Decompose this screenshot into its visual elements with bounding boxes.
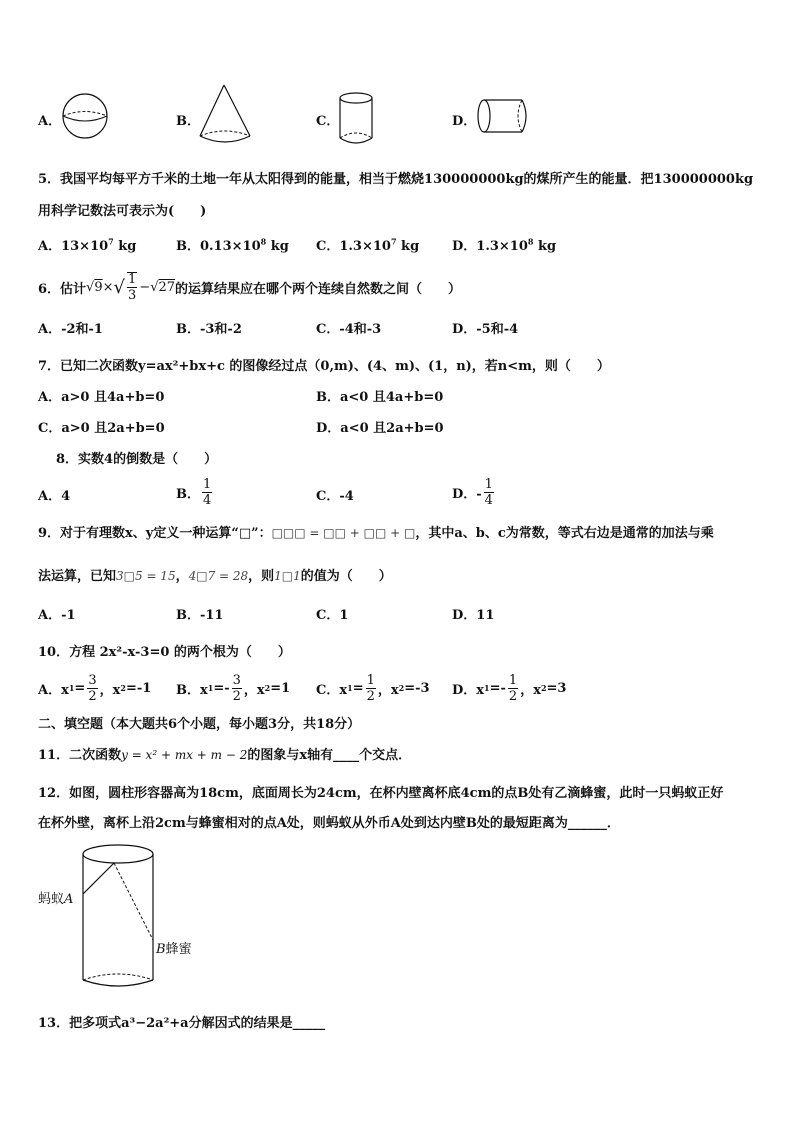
q9-option-a: A．-1: [38, 608, 76, 623]
q10-option-a: A．x 1 = $\frac{3}{2}$ ，x 2 =-1: [38, 672, 152, 704]
q5-option-b: B．$0.13\times 10^8$ kg: [176, 236, 289, 254]
cylinder-horizontal-figure: [474, 98, 534, 136]
cylinder-upright-figure: [336, 90, 378, 148]
q5-stem-line2: 用科学记数法可表示为( ): [38, 204, 207, 219]
q12-stem-line1: 12．如图，圆柱形容器高为18cm，底面周长为24cm，在杯内壁离杯底4cm的点B处有乙滴蜂蜜，此时一只蚂蚁正好: [38, 786, 724, 801]
q7-option-a: A．a>0 且4a+b=0: [38, 390, 165, 405]
section-2-heading: 二、填空题（本大题共6个小题，每小题3分，共18分）: [38, 717, 361, 732]
q7-option-c: C．a>0 且2a+b=0: [38, 421, 165, 436]
q8-stem: 8．实数4的倒数是（ ）: [56, 452, 218, 467]
q9-stem-line1: 9．对于有理数x、y定义一种运算“□”：□□□ = □□ + □□ + □，其中a、b、c为常数，等式右边是通常的加法与乘: [38, 526, 714, 541]
q11-stem: 11．二次函数y = x² + mx + m − 2的图象与x轴有____个交点．: [38, 748, 412, 763]
q5-stem-line1: 5．我国平均每平方千米的土地一年从太阳得到的能量，相当于燃烧130000000kg的煤所产生的能量．把130000000kg: [38, 172, 754, 187]
q8-option-c: C．-4: [316, 489, 354, 504]
q7-option-b: B．a<0 且4a+b=0: [316, 390, 444, 405]
q13-stem: 13．把多项式a³−2a²+a分解因式的结果是_____: [38, 1016, 326, 1031]
q4-option-c-label: C．: [316, 114, 340, 129]
q9-option-b: B．-11: [176, 608, 224, 623]
q10-option-b: B．x 1 =- $\frac{3}{2}$ ，x 2 =1: [176, 672, 291, 704]
q10-stem: 10．方程 2x²-x-3=0 的两个根为（ ）: [38, 645, 291, 660]
q6-option-d: D．-5和-4: [452, 322, 519, 337]
q10-option-d: D．x 1 =- $\frac{1}{2}$ ，x 2 =3: [452, 672, 567, 704]
q4-option-d-label: D．: [452, 114, 477, 129]
q8-option-b: B． $\frac{1}{4}$: [176, 476, 212, 508]
q6-option-b: B．-3和-2: [176, 322, 242, 337]
sphere-figure: [60, 92, 116, 142]
q10-option-c: C．x 1 = $\frac{1}{2}$ ，x 2 =-3: [316, 672, 430, 704]
q9-option-c: C．1: [316, 608, 349, 623]
q9-option-d: D．11: [452, 608, 495, 623]
q5-option-c: C．$1.3\times 10^7$ kg: [316, 236, 420, 254]
q12-stem-line2: 在杯外壁，离杯上沿2cm与蜂蜜相对的点A处，则蚂蚁从外币A处到达内壁B处的最短距离为______．: [38, 816, 620, 831]
q7-stem: 7．已知二次函数y=ax²+bx+c 的图像经过点（0,m)、(4、m)、(1，n)，若n<m，则（ ）: [38, 359, 610, 374]
cone-figure: [196, 82, 256, 148]
q5-option-d: D．$1.3\times 10^8$ kg: [452, 236, 557, 254]
q4-option-b-label: B．: [176, 114, 200, 129]
q6-option-a: A．-2和-1: [38, 322, 103, 337]
q7-option-d: D．a<0 且2a+b=0: [316, 421, 444, 436]
label-ant-a: 蚂蚁A: [38, 892, 74, 907]
q6-stem: 6．估计 √9 × √ $\frac{1}{3}$ − √27 的运算结果应在哪个两个连续自然数之间（ ）: [38, 272, 462, 303]
q6-option-c: C．-4和-3: [316, 322, 382, 337]
q5-option-a: A．$13\times 10^7$ kg: [38, 236, 137, 254]
q8-option-d: D．- $\frac{1}{4}$: [452, 476, 493, 508]
q9-stem-line2: 法运算，已知3□5 = 15，4□7 = 28，则1□1的值为（ ）: [38, 569, 392, 584]
q8-option-a: A．4: [38, 489, 71, 504]
cylinder-ant-figure: [78, 842, 168, 992]
q4-option-a-label: A．: [38, 114, 62, 129]
label-honey-b: B蜂蜜: [156, 942, 192, 957]
